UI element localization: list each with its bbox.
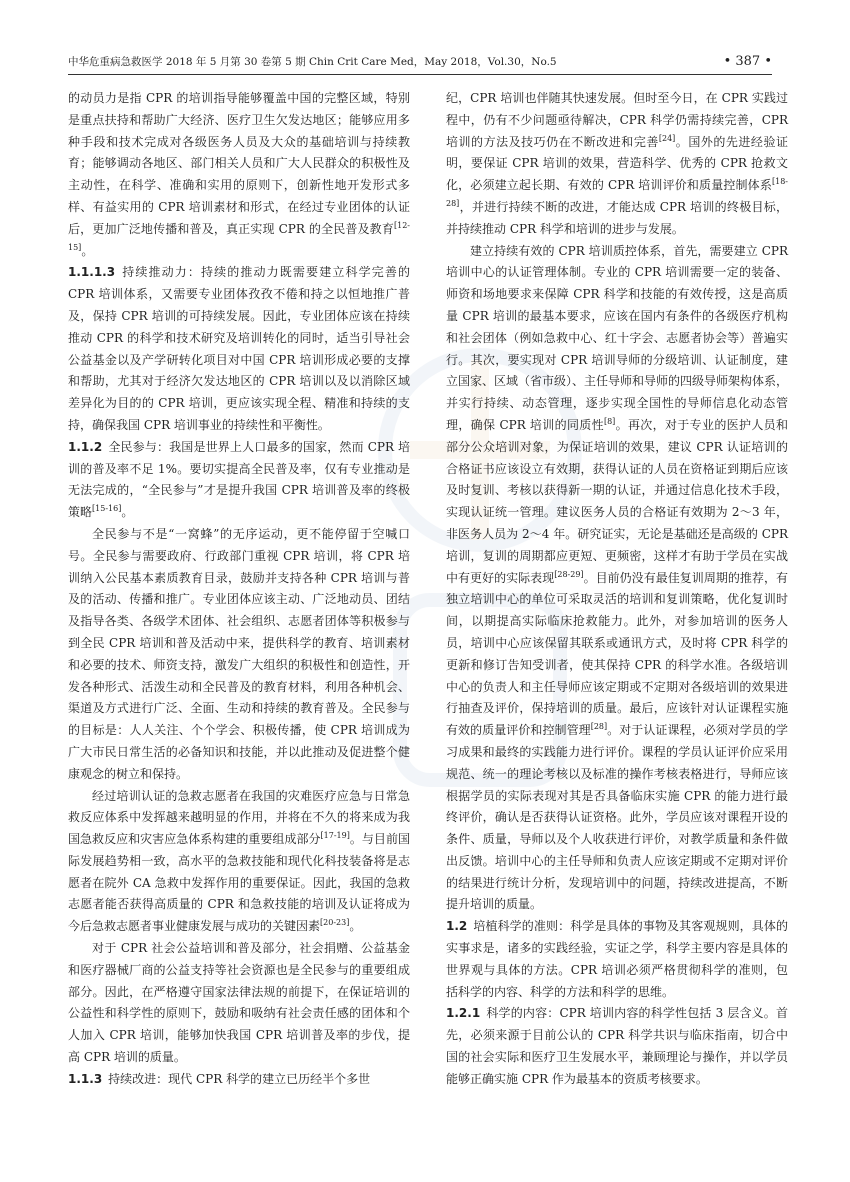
section-paragraph: 1.1.3 持续改进：现代 CPR 科学的建立已历经半个多世: [68, 1071, 371, 1086]
section-number: 1.2.1: [446, 1006, 481, 1021]
paragraph: 纪，CPR 培训也伴随其快速发展。但时至今日，在 CPR 实践过程中，仍有不少问题亟待解决，CPR 科学仍需持续完善，CPR 培训的方法及技巧仍在不断改进和完善[24]。国外的先进经验证明，要保证 CPR 培训的效果，营造科学、优秀的 CPR 抢救文化，必须建立起长期、有效的 CPR 培训评价和质量控制体系[18-28]，并进行持续不断的改进，才能达成 CPR 培训的终极目标，并持续推动 CPR 科学和培训的进步与发展。: [446, 91, 788, 236]
section-paragraph: 1.1.2 全民参与：我国是世界上人口最多的国家，然而 CPR 培训的普及率不足 1%。要切实提高全民普及率，仅有专业推动是无法完成的，“全民参与”才是提升我国 CPR 培训普及率的终极策略[15-16]。: [68, 439, 410, 520]
journal-citation: 中华危重病急救医学 2018 年 5 月第 30 卷第 5 期 Chin Crit Care Med，May 2018，Vol.30，No.5: [68, 56, 557, 68]
section-number: 1.1.1.3: [68, 265, 116, 280]
paragraph: 全民参与不是“一窝蜂”的无序运动，更不能停留于空喊口号。全民参与需要政府、行政部门重视 CPR 培训，将 CPR 培训纳入公民基本素质教育目录，鼓励并支持各种 CPR 培训与普及的活动、传播和推广。专业团体应该主动、广泛地动员、团结及指导各类、各级学术团体、社会组织、志愿者团体等积极参与到全民 CPR 培训和普及活动中来，提供科学的教育、培训素材和必要的技术、师资支持，激发广大组织的积极性和创造性，开发各种形式、活泼生动和全民普及的教育材料，利用各种机会、渠道及方式进行广泛、全面、生动和持续的教育普及。全民参与的目标是：人人关注、个个学会、积极传播，使 CPR 培训成为广大市民日常生活的必备知识和技能，并以此推动及促进整个健康观念的树立和保持。: [68, 526, 410, 781]
section-paragraph: 1.2 培植科学的准则：科学是具体的事物及其客观规则，具体的实事求是，诸多的实践经验，实证之学，科学主要内容是具体的世界观与具体的方法。CPR 培训必须严格贯彻科学的准则，包括科学的内容、科学的方法和科学的思维。: [446, 919, 788, 999]
citation-ref: [15-16]: [92, 504, 122, 514]
citation-ref: [8]: [603, 416, 616, 426]
citation-ref: [28-29]: [554, 569, 584, 579]
citation-ref: [12-15]: [68, 220, 410, 252]
section-paragraph: 1.2.1 科学的内容：CPR 培训内容的科学性包括 3 层含义。首先，必须来源于目前公认的 CPR 科学共识与临床指南，切合中国的社会实际和医疗卫生发展水平，兼顾理论与操作，并以学员能够正确实施 CPR 作为最基本的资质考核要求。: [446, 1006, 788, 1086]
citation-ref: [18-28]: [446, 177, 788, 208]
page-number: • 387 •: [723, 54, 772, 69]
citation-ref: [17-19]: [320, 831, 350, 841]
section-number: 1.1.3: [68, 1071, 103, 1086]
section-paragraph: 1.1.1.3 持续推动力：持续的推动力既需要建立科学完善的 CPR 培训体系，又需要专业团体孜孜不倦和持之以恒地推广普及，保持 CPR 培训的可持续发展。因此，专业团体应该在持续推动 CPR 的科学和技术研究及培训转化的同时，适当引导社会公益基金以及产学研转化项目对中国 CPR 培训形成必要的支撑和帮助，尤其对于经济欠发达地区的 CPR 培训以及以消除区域差异化为目的的 CPR 培训，更应该实现全程、精准和持续的支持，确保我国 CPR 培训事业的持续性和平衡性。: [68, 265, 410, 432]
paragraph: 建立持续有效的 CPR 培训质控体系，首先，需要建立 CPR 培训中心的认证管理体制。专业的 CPR 培训需要一定的装备、师资和场地要求来保障 CPR 科学和技能的有效传授，这是高质量 CPR 培训的最基本要求，应该在国内有条件的各级医疗机构和社会团体（例如急救中心、红十字会、志愿者协会等）普遍实行。其次，要实现对 CPR 培训导师的分级培训、认证制度，建立国家、区域（省市级）、主任导师和导师的四级导师架构体系，并实行持续、动态管理，逐步实现全国性的导师信息化动态管理，确保 CPR 培训的同质性[8]。再次，对于专业的医护人员和部分公众培训对象，为保证培训的效果，建议 CPR 认证培训的合格证书应该设立有效期，获得认证的人员在资格证到期后应该及时复训、考核以获得新一期的认证，并通过信息化技术手段，实现认证统一管理。建议医务人员的合格证有效期为 2～3 年，非医务人员为 2～4 年。研究证实，无论是基础还是高级的 CPR 培训，复训的周期都应更短、更频密，这样才有助于学员在实战中有更好的实际表现[28-29]。目前仍没有最佳复训周期的推荐，有独立培训中心的单位可采取灵活的培训和复训策略，优化复训时间，以期提高实际临床抢救能力。此外，对参加培训的医务人员，培训中心应该保留其联系或通讯方式，及时将 CPR 科学的更新和修订告知受训者，使其保持 CPR 的科学水准。各级培训中心的负责人和主任导师应该定期或不定期对各级培训的效果进行抽查及评价，保持培训的质量。最后，应该针对认证课程实施有效的质量评价和控制管理[28]。对于认证课程，必须对学员的学习成果和最终的实践能力进行评价。课程的学员认证评价应采用规范、统一的理论考核以及标准的操作考核表格进行，导师应该根据学员的实际表现对其是否具备临床实施 CPR 的能力进行最终评价，确认是否获得认证资格。此外，学员应该对课程开设的条件、质量，导师以及个人收获进行评价，对教学质量和条件做出反馈。培训中心的主任导师和负责人应该定期或不定期对评价的结果进行统计分析，发现培训中的问题，持续改进提高，不断提升培训的质量。: [446, 243, 789, 912]
paragraph: 的动员力是指 CPR 的培训指导能够覆盖中国的完整区域，特别是重点扶持和帮助广大经济、医疗卫生欠发达地区；能够应用多种手段和技术完成对各级医务人员及大众的基础培训与持续教育；能够调动各地区、部门相关人员和广大人民群众的积极性及主动性，在科学、准确和实用的原则下，创新性地开发形式多样、有益实用的 CPR 培训素材和形式，在经过专业团体的认证后，更加广泛地传播和普及，真正实现 CPR 的全民普及教育[12-15]。: [68, 91, 410, 258]
left-column: [68, 88, 410, 1091]
citation-ref: [24]: [658, 133, 676, 143]
paragraph: 经过培训认证的急救志愿者在我国的灾难医疗应急与日常急救反应体系中发挥越来越明显的作用，并将在不久的将来成为我国急救反应和灾害应急体系构建的重要组成部分[17-19]。与目前国际发展趋势相一致，高水平的急救技能和现代化科技装备将是志愿者在院外 CA 急救中发挥作用的重要保证。因此，我国的急救志愿者能否获得高质量的 CPR 和急救技能的培训及认证将成为今后急救志愿者事业健康发展与成功的关键因素[20-23]。: [68, 788, 410, 934]
running-header: [68, 52, 772, 75]
section-number: 1.1.2: [68, 439, 103, 454]
citation-ref: [28]: [590, 722, 608, 732]
citation-ref: [20-23]: [320, 918, 350, 928]
section-number: 1.2: [446, 919, 468, 934]
right-column: [446, 88, 788, 1091]
paragraph: 对于 CPR 社会公益培训和普及部分，社会捐赠、公益基金和医疗器械厂商的公益支持等社会资源也是全民参与的重要组成部分。因此，在严格遵守国家法律法规的前提下，在保证培训的公益性和科学性的原则下，鼓励和吸纳有社会责任感的团体和个人加入 CPR 培训，能够加快我国 CPR 培训普及率的步伐，提高 CPR 培训的质量。: [68, 941, 410, 1065]
